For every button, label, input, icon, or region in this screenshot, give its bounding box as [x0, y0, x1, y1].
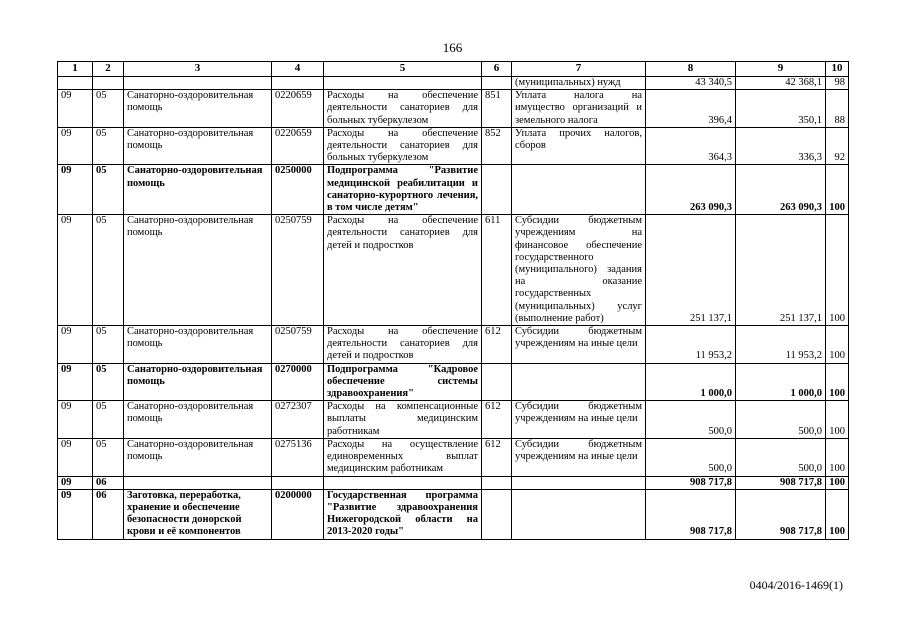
table-row [58, 489, 849, 539]
cell-section: 09 [58, 326, 93, 364]
cell-subsection: 05 [93, 165, 124, 215]
cell-execution-percent: 100 [826, 215, 849, 326]
cell-section: 09 [58, 489, 93, 539]
cell-expense-type-code [482, 363, 512, 401]
cell-target-code: 0270000 [272, 363, 324, 401]
cell-subsection-name: Санаторно-оздоровительная помощь [124, 165, 272, 215]
cell-executed-amount: 350,1 [736, 90, 826, 128]
cell-subsection-name [124, 476, 272, 489]
cell-expense-type-name: Субсидии бюджетным учреждениям на финансовое обеспечение государственного (муниципального) задания на оказание государственных (муниципальных) услуг (выполнение работ) [512, 215, 646, 326]
cell-planned-amount: 43 340,5 [646, 77, 736, 90]
cell-planned-amount: 500,0 [646, 401, 736, 439]
column-header: 8 [646, 62, 736, 77]
cell-execution-percent: 100 [826, 401, 849, 439]
cell-executed-amount: 11 953,2 [736, 326, 826, 364]
cell-execution-percent: 100 [826, 476, 849, 489]
document-code: 0404/2016-1469(1) [749, 578, 843, 592]
cell-expense-type-code [482, 489, 512, 539]
cell-target-name: Подпрограмма "Кадровое обеспечение системы здравоохранения" [324, 363, 482, 401]
cell-subsection-name [124, 77, 272, 90]
cell-executed-amount: 908 717,8 [736, 489, 826, 539]
cell-executed-amount: 500,0 [736, 438, 826, 476]
column-header: 9 [736, 62, 826, 77]
cell-planned-amount: 263 090,3 [646, 165, 736, 215]
column-header: 7 [512, 62, 646, 77]
cell-target-name [324, 77, 482, 90]
cell-section: 09 [58, 165, 93, 215]
cell-subsection-name: Санаторно-оздоровительная помощь [124, 401, 272, 439]
cell-expense-type-code: 852 [482, 127, 512, 165]
cell-planned-amount: 1 000,0 [646, 363, 736, 401]
column-header: 6 [482, 62, 512, 77]
cell-executed-amount: 500,0 [736, 401, 826, 439]
cell-executed-amount: 336,3 [736, 127, 826, 165]
cell-executed-amount: 908 717,8 [736, 476, 826, 489]
cell-subsection: 06 [93, 489, 124, 539]
cell-expense-type-name: Уплата налога на имущество организаций и земельного налога [512, 90, 646, 128]
cell-target-name: Расходы на обеспечение деятельности санаториев для детей и подростков [324, 215, 482, 326]
column-header: 10 [826, 62, 849, 77]
budget-table [57, 61, 849, 540]
table-row [58, 438, 849, 476]
cell-section: 09 [58, 476, 93, 489]
cell-subsection: 05 [93, 363, 124, 401]
cell-section: 09 [58, 363, 93, 401]
table-row [58, 77, 849, 90]
cell-section: 09 [58, 438, 93, 476]
cell-target-name: Подпрограмма "Развитие медицинской реабилитации и санаторно-курортного лечения, в том числе детям" [324, 165, 482, 215]
cell-execution-percent: 100 [826, 165, 849, 215]
cell-subsection-name: Заготовка, переработка, хранение и обеспечение безопасности донорской крови и её компонентов [124, 489, 272, 539]
cell-subsection: 05 [93, 438, 124, 476]
cell-section: 09 [58, 90, 93, 128]
cell-expense-type-code: 612 [482, 401, 512, 439]
cell-target-name: Расходы на обеспечение деятельности санаториев для детей и подростков [324, 326, 482, 364]
cell-planned-amount: 364,3 [646, 127, 736, 165]
cell-subsection: 05 [93, 326, 124, 364]
cell-expense-type-code [482, 476, 512, 489]
cell-target-name: Расходы на компенсационные выплаты медицинским работникам [324, 401, 482, 439]
cell-expense-type-name: Уплата прочих налогов, сборов [512, 127, 646, 165]
cell-planned-amount: 251 137,1 [646, 215, 736, 326]
cell-target-name: Расходы на осуществление единовременных выплат медицинским работникам [324, 438, 482, 476]
cell-target-name: Расходы на обеспечение деятельности санаториев для больных туберкулезом [324, 90, 482, 128]
cell-executed-amount: 1 000,0 [736, 363, 826, 401]
cell-subsection-name: Санаторно-оздоровительная помощь [124, 363, 272, 401]
cell-target-code: 0272307 [272, 401, 324, 439]
cell-section: 09 [58, 127, 93, 165]
cell-planned-amount: 500,0 [646, 438, 736, 476]
cell-planned-amount: 396,4 [646, 90, 736, 128]
cell-target-code: 0200000 [272, 489, 324, 539]
cell-expense-type-name [512, 165, 646, 215]
cell-planned-amount: 11 953,2 [646, 326, 736, 364]
cell-expense-type-name [512, 363, 646, 401]
cell-execution-percent: 100 [826, 489, 849, 539]
cell-subsection: 06 [93, 476, 124, 489]
cell-execution-percent: 92 [826, 127, 849, 165]
cell-expense-type-code: 612 [482, 326, 512, 364]
column-header: 2 [93, 62, 124, 77]
table-row [58, 476, 849, 489]
cell-expense-type-name [512, 476, 646, 489]
cell-target-code: 0275136 [272, 438, 324, 476]
cell-target-code: 0220659 [272, 90, 324, 128]
cell-subsection: 05 [93, 215, 124, 326]
cell-target-code: 0250759 [272, 215, 324, 326]
cell-executed-amount: 263 090,3 [736, 165, 826, 215]
page-number: 166 [442, 40, 463, 55]
cell-target-name: Государственная программа "Развитие здравоохранения Нижегородской области на 2013-2020 годы" [324, 489, 482, 539]
table-row [58, 215, 849, 326]
cell-subsection [93, 77, 124, 90]
table-row [58, 326, 849, 364]
cell-subsection-name: Санаторно-оздоровительная помощь [124, 438, 272, 476]
header-row [58, 62, 849, 77]
cell-subsection-name: Санаторно-оздоровительная помощь [124, 90, 272, 128]
cell-execution-percent: 98 [826, 77, 849, 90]
cell-subsection-name: Санаторно-оздоровительная помощь [124, 326, 272, 364]
cell-execution-percent: 100 [826, 438, 849, 476]
cell-target-code [272, 476, 324, 489]
cell-expense-type-code: 611 [482, 215, 512, 326]
cell-expense-type-code: 612 [482, 438, 512, 476]
cell-section: 09 [58, 401, 93, 439]
cell-target-code: 0250759 [272, 326, 324, 364]
column-header: 5 [324, 62, 482, 77]
cell-subsection-name: Санаторно-оздоровительная помощь [124, 127, 272, 165]
cell-planned-amount: 908 717,8 [646, 476, 736, 489]
cell-expense-type-name [512, 489, 646, 539]
cell-expense-type-name: (муниципальных) нужд [512, 77, 646, 90]
cell-executed-amount: 42 368,1 [736, 77, 826, 90]
cell-target-name: Расходы на обеспечение деятельности санаториев для больных туберкулезом [324, 127, 482, 165]
cell-expense-type-code [482, 165, 512, 215]
cell-subsection: 05 [93, 401, 124, 439]
cell-target-code: 0250000 [272, 165, 324, 215]
table-row [58, 165, 849, 215]
table-row [58, 127, 849, 165]
cell-subsection: 05 [93, 127, 124, 165]
column-header: 4 [272, 62, 324, 77]
cell-section: 09 [58, 215, 93, 326]
cell-expense-type-name: Субсидии бюджетным учреждениям на иные цели [512, 326, 646, 364]
cell-execution-percent: 100 [826, 363, 849, 401]
cell-expense-type-code: 851 [482, 90, 512, 128]
cell-target-code [272, 77, 324, 90]
cell-executed-amount: 251 137,1 [736, 215, 826, 326]
cell-subsection-name: Санаторно-оздоровительная помощь [124, 215, 272, 326]
cell-section [58, 77, 93, 90]
cell-subsection: 05 [93, 90, 124, 128]
cell-target-name [324, 476, 482, 489]
table-row [58, 90, 849, 128]
cell-target-code: 0220659 [272, 127, 324, 165]
cell-expense-type-code [482, 77, 512, 90]
column-header: 1 [58, 62, 93, 77]
column-header: 3 [124, 62, 272, 77]
cell-expense-type-name: Субсидии бюджетным учреждениям на иные цели [512, 401, 646, 439]
cell-planned-amount: 908 717,8 [646, 489, 736, 539]
cell-execution-percent: 88 [826, 90, 849, 128]
cell-execution-percent: 100 [826, 326, 849, 364]
table-row [58, 363, 849, 401]
table-row [58, 401, 849, 439]
cell-expense-type-name: Субсидии бюджетным учреждениям на иные цели [512, 438, 646, 476]
table-body [58, 77, 849, 540]
